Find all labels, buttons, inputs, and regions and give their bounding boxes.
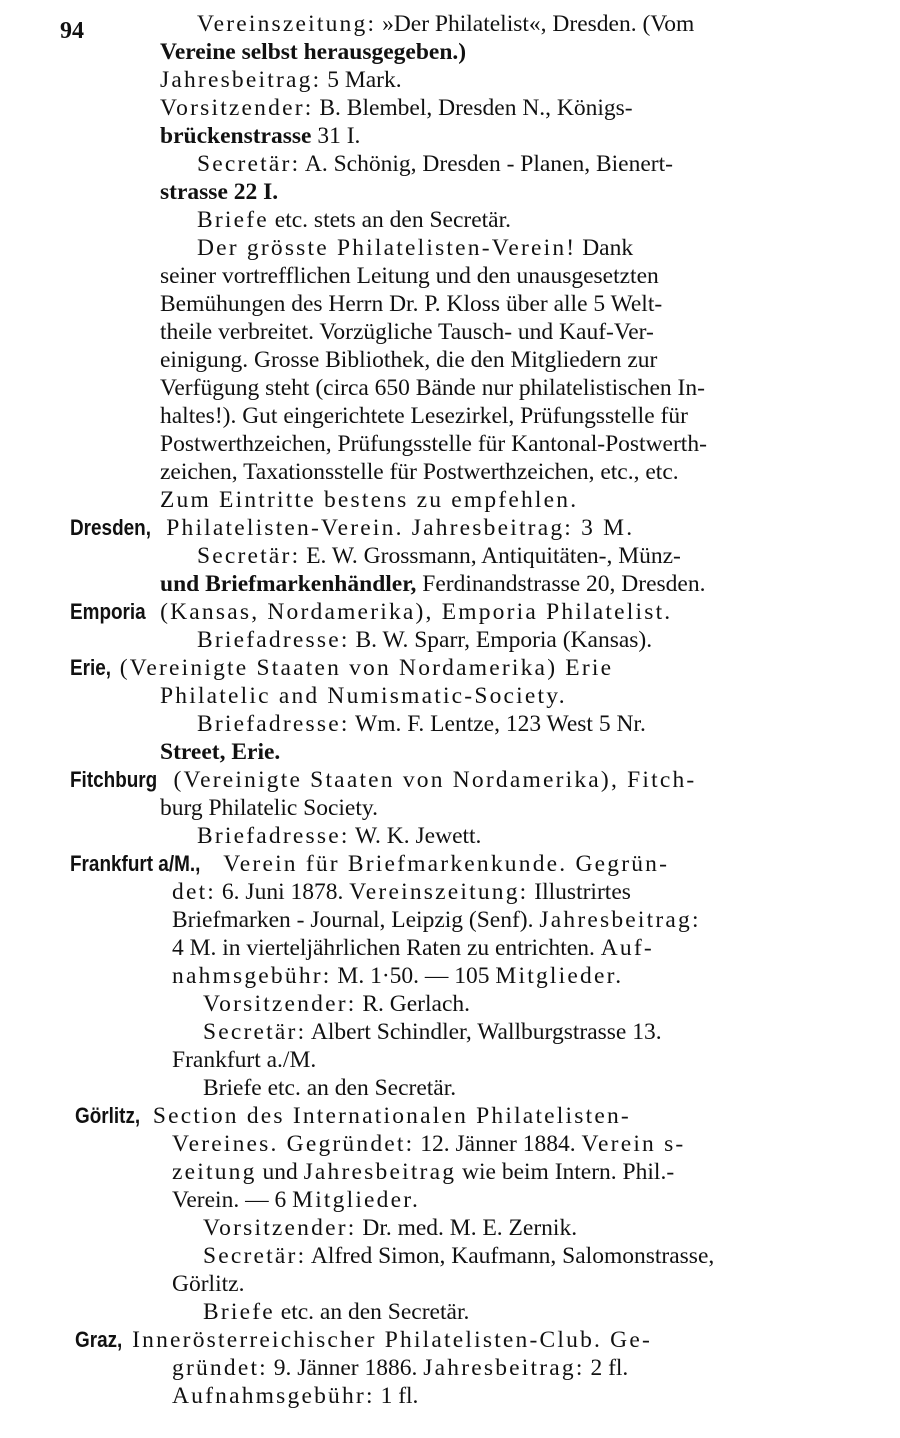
- line-segment: Street, Erie.: [160, 739, 281, 765]
- line-segment: gründet:: [172, 1355, 268, 1381]
- line-segment: Frankfurt a./M.: [172, 1047, 317, 1073]
- text-line: [160, 122, 360, 150]
- line-segment: Briefadresse:: [197, 711, 350, 737]
- line-segment: 6. Juni 1878.: [216, 879, 350, 905]
- line-segment: 2 fl.: [584, 1355, 629, 1381]
- line-segment: 1 fl.: [374, 1383, 419, 1409]
- line-segment: Secretär:: [203, 1019, 307, 1045]
- line-segment: Section des Internationalen Philatelisten-: [144, 1103, 631, 1129]
- text-line: [172, 1354, 628, 1382]
- line-segment: (Vereinigte Staaten von Nordamerika), Fitch-: [165, 767, 697, 793]
- line-segment: Aufnahmsgebühr:: [172, 1383, 375, 1409]
- text-line: [172, 878, 631, 906]
- text-line: [160, 38, 466, 66]
- place-heading: Görlitz,: [75, 1103, 141, 1128]
- line-segment: M. 1·50. — 105: [331, 963, 496, 989]
- line-segment: 12. Jänner 1884.: [414, 1131, 582, 1157]
- line-segment: (Vereinigte Staaten von Nordamerika) Erie: [111, 655, 614, 681]
- line-segment: Görlitz.: [172, 1271, 245, 1297]
- line-segment: A. Schönig, Dresden - Planen, Bienert-: [300, 151, 673, 177]
- place-heading: Frankfurt a/M.,: [70, 851, 201, 876]
- line-segment: Briefadresse:: [197, 627, 350, 653]
- line-segment: Briefe etc. an den Secretär.: [203, 1075, 457, 1101]
- line-segment: Briefadresse:: [197, 823, 350, 849]
- line-segment: seiner vortrefflichen Leitung und den unausgesetzten: [160, 263, 659, 289]
- text-line: [197, 542, 681, 570]
- line-segment: Secretär:: [197, 543, 301, 569]
- line-segment: Vereine selbst herausgegeben.): [160, 39, 467, 65]
- line-segment: haltes!). Gut eingerichtete Lesezirkel, Prüfungsstelle für: [160, 403, 688, 429]
- text-line: [160, 290, 662, 318]
- text-line: [203, 1298, 469, 1326]
- line-segment: etc. an den Secretär.: [274, 1299, 470, 1325]
- text-line: [160, 374, 705, 402]
- text-line: [197, 822, 481, 850]
- line-segment: einigung. Grosse Bibliothek, die den Mitgliedern zur: [160, 347, 658, 373]
- line-segment: Philatelic and Numismatic-Society.: [160, 683, 567, 709]
- line-segment: Vorsitzender:: [203, 991, 357, 1017]
- line-segment: 31 I.: [311, 123, 361, 149]
- place-heading: Emporia: [70, 599, 146, 624]
- line-segment: B. Blembel, Dresden N., Königs-: [313, 95, 633, 121]
- place-heading: Fitchburg: [70, 767, 158, 792]
- text-line: [70, 766, 696, 794]
- line-segment: Bemühungen des Herrn Dr. P. Kloss über alle 5 Welt-: [160, 291, 663, 317]
- text-line: [172, 1382, 418, 1410]
- text-line: [172, 1158, 674, 1186]
- line-segment: Dr. med. M. E. Zernik.: [356, 1215, 578, 1241]
- line-segment: Jahresbeitrag: [303, 1159, 457, 1185]
- text-line: [203, 1018, 662, 1046]
- text-line: [160, 402, 688, 430]
- text-line: [172, 1046, 316, 1074]
- text-line: [197, 626, 652, 654]
- line-segment: W. K. Jewett.: [349, 823, 482, 849]
- line-segment: Albert Schindler, Wallburgstrasse 13.: [306, 1019, 662, 1045]
- line-segment: Mitglieder.: [495, 963, 624, 989]
- text-line: [197, 234, 633, 262]
- text-line: [70, 654, 613, 682]
- text-line: [172, 906, 701, 934]
- place-heading: Erie,: [70, 655, 112, 680]
- text-line: [160, 66, 402, 94]
- line-segment: Der grösste Philatelisten-Verein!: [197, 235, 577, 261]
- line-segment: Briefe: [203, 1299, 275, 1325]
- line-segment: burg Philatelic Society.: [160, 795, 378, 821]
- line-segment: Secretär:: [197, 151, 301, 177]
- line-segment: B. W. Sparr, Emporia (Kansas).: [349, 627, 653, 653]
- text-line: [160, 346, 657, 374]
- line-segment: nahmsgebühr:: [172, 963, 332, 989]
- line-segment: »Der Philatelist«, Dresden. (Vom: [376, 11, 695, 37]
- text-line: [203, 990, 470, 1018]
- line-segment: Ferdinandstrasse 20, Dresden.: [416, 571, 706, 597]
- place-heading: Graz,: [75, 1327, 123, 1352]
- line-segment: Philatelisten-Verein. Jahresbeitrag: 3 M.: [158, 515, 635, 541]
- line-segment: Briefmarken - Journal, Leipzig (Senf).: [172, 907, 540, 933]
- line-segment: Vereines. Gegründet:: [172, 1131, 415, 1157]
- line-segment: 5 Mark.: [321, 67, 402, 93]
- line-segment: Verfügung steht (circa 650 Bände nur philatelistischen In-: [160, 375, 705, 401]
- text-line: [172, 962, 623, 990]
- text-line: [70, 850, 669, 878]
- text-line: [203, 1074, 456, 1102]
- line-segment: theile verbreitet. Vorzügliche Tausch- und Kauf-Ver-: [160, 319, 654, 345]
- line-segment: Zum Eintritte bestens zu empfehlen.: [160, 487, 579, 513]
- line-segment: und: [256, 1159, 304, 1185]
- text-line: [160, 262, 659, 290]
- line-segment: 9. Jänner 1886.: [267, 1355, 424, 1381]
- line-segment: Secretär:: [203, 1243, 307, 1269]
- line-segment: Dank: [576, 235, 634, 261]
- line-segment: R. Gerlach.: [356, 991, 471, 1017]
- line-segment: Illustrirtes: [528, 879, 631, 905]
- line-segment: Wm. F. Lentze, 123 West 5 Nr.: [349, 711, 646, 737]
- text-line: [197, 710, 646, 738]
- text-line: [172, 1130, 685, 1158]
- text-line: [70, 514, 634, 542]
- text-line: [70, 598, 672, 626]
- line-segment: Alfred Simon, Kaufmann, Salomonstrasse,: [306, 1243, 715, 1269]
- text-line: [160, 430, 707, 458]
- text-line: [203, 1242, 714, 1270]
- text-line: [75, 1326, 652, 1354]
- line-segment: Jahresbeitrag:: [539, 907, 701, 933]
- text-line: [160, 458, 679, 486]
- text-line: [160, 318, 654, 346]
- text-line: [160, 682, 567, 710]
- text-line: [197, 206, 511, 234]
- text-line: [172, 1270, 244, 1298]
- line-segment: (Kansas, Nordamerika), Emporia Philatelist.: [152, 599, 673, 625]
- text-line: [172, 934, 654, 962]
- line-segment: 4 M. in vierteljährlichen Raten zu entrichten.: [172, 935, 601, 961]
- line-segment: etc. stets an den Secretär.: [268, 207, 512, 233]
- line-segment: zeitung: [172, 1159, 257, 1185]
- line-segment: Vereinszeitung:: [349, 879, 529, 905]
- line-segment: und Briefmarkenhändler,: [160, 571, 417, 597]
- text-line: [160, 794, 378, 822]
- line-segment: zeichen, Taxationsstelle für Postwerthzeichen, etc., etc.: [160, 459, 679, 485]
- text-line: [160, 178, 278, 206]
- line-segment: Jahresbeitrag:: [423, 1355, 585, 1381]
- text-line: [160, 570, 706, 598]
- line-segment: Jahresbeitrag:: [160, 67, 322, 93]
- line-segment: strasse 22 I.: [160, 179, 279, 205]
- line-segment: Vorsitzender:: [203, 1215, 357, 1241]
- place-heading: Dresden,: [70, 515, 151, 540]
- text-line: [160, 94, 633, 122]
- text-line: [197, 10, 694, 38]
- text-line: [197, 150, 673, 178]
- line-segment: Mitglieder.: [292, 1187, 421, 1213]
- line-segment: Verein. — 6: [172, 1187, 293, 1213]
- line-segment: Verein s-: [581, 1131, 686, 1157]
- line-segment: Auf-: [600, 935, 654, 961]
- page-number: 94: [60, 18, 84, 44]
- line-segment: E. W. Grossmann, Antiquitäten-, Münz-: [300, 543, 681, 569]
- text-line: [172, 1186, 420, 1214]
- line-segment: brückenstrasse: [160, 123, 312, 149]
- text-line: [160, 738, 280, 766]
- line-segment: Vorsitzender:: [160, 95, 314, 121]
- line-segment: Postwerthzeichen, Prüfungsstelle für Kantonal-Postwerth-: [160, 431, 707, 457]
- line-segment: Innerösterreichischer Philatelisten-Club. Ge-: [124, 1327, 653, 1353]
- line-segment: wie beim Intern. Phil.-: [456, 1159, 675, 1185]
- line-segment: Vereinszeitung:: [197, 11, 377, 37]
- text-line: [75, 1102, 631, 1130]
- text-line: [203, 1214, 577, 1242]
- line-segment: Briefe: [197, 207, 269, 233]
- line-segment: det:: [172, 879, 217, 905]
- line-segment: Verein für Briefmarkenkunde. Gegrün-: [215, 851, 670, 877]
- text-line: [160, 486, 578, 514]
